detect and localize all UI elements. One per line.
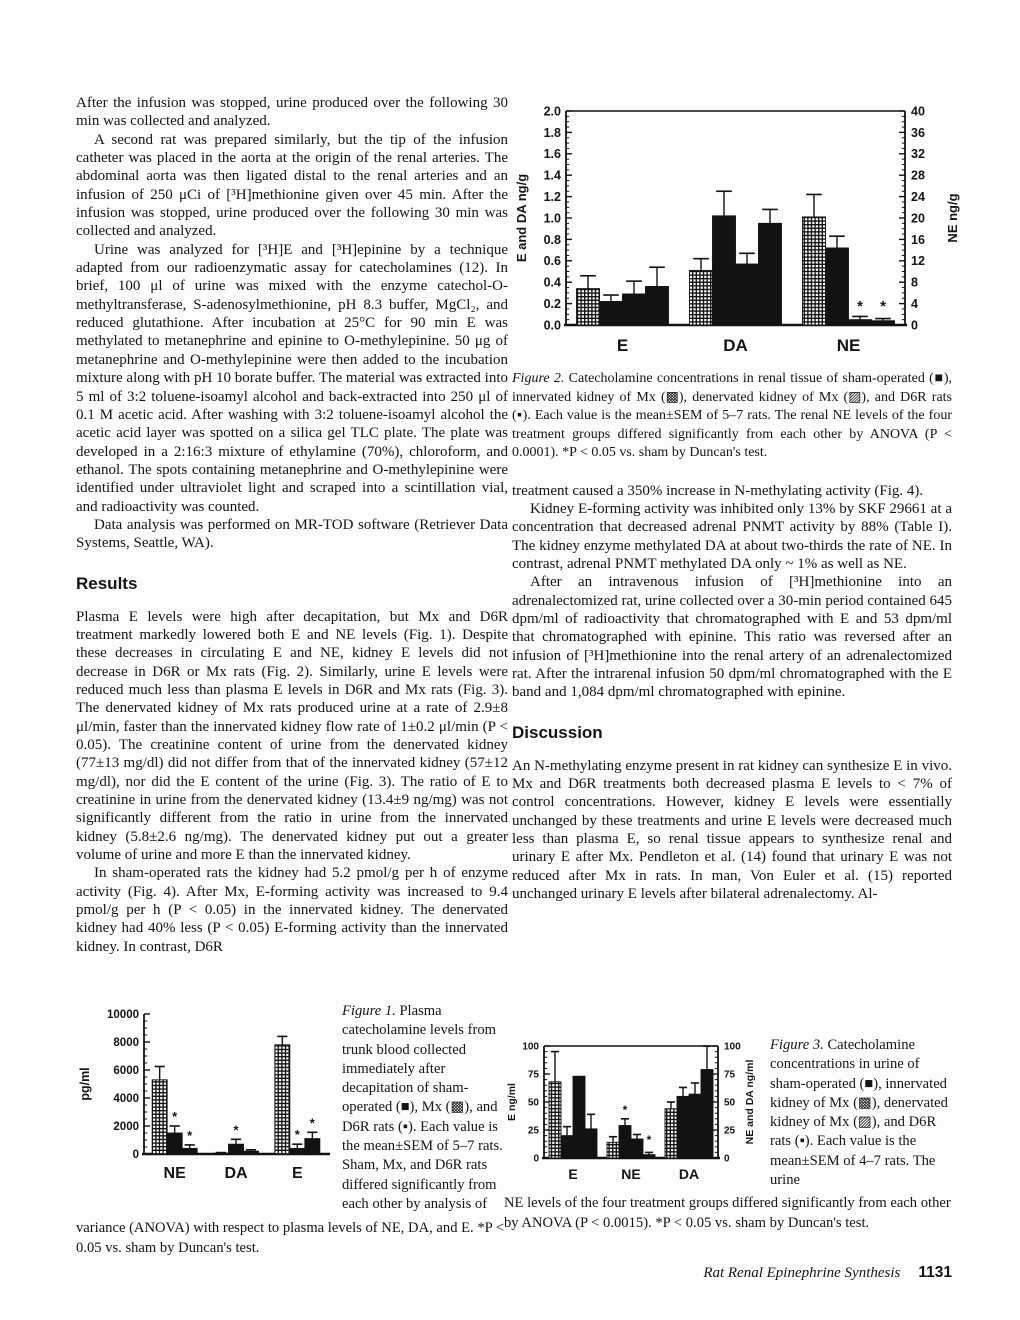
svg-text:DA: DA (224, 1165, 248, 1182)
results-heading: Results (76, 573, 138, 593)
svg-text:1.6: 1.6 (543, 147, 561, 162)
svg-text:25: 25 (724, 1125, 736, 1137)
paragraph: treatment caused a 350% increase in N-methylating activity (Fig. 4). (512, 482, 924, 499)
significance-asterisk: * (309, 1115, 315, 1131)
bar (646, 286, 669, 325)
figure1-bar-chart (76, 1002, 336, 1190)
figure3-caption-text: Catecholamine concentrations in urine of sham-operated (■), innervated kidney of Mx (▩), denervated kidney of Mx (▨), and D6R rats (▪). Each value is the mean±SEM of 4–7 rats. The urine (770, 1037, 948, 1189)
svg-text:10000: 10000 (107, 1009, 139, 1022)
bar (689, 1094, 701, 1158)
svg-text:28: 28 (911, 168, 925, 183)
svg-text:0.2: 0.2 (543, 296, 561, 311)
paragraph: Plasma E levels were high after decapitation, but Mx and D6R treatment markedly lowered both E and NE levels (Fig. 1). Despite these decreases in circulating E and NE, kidney E levels did not decrease in D6R or Mx rats (Fig. 2). Similarly, urine E levels were reduced much less than plasma E levels in D6R and Mx rats (Fig. 3). The denervated kidney of Mx rats produced urine at a rate of 2.9±8 μl/min, faster than the innervated kidney flow rate of 1±0.2 μl/min (P < 0.05). The creatinine content of urine from the denervated kidney (77±13 mg/dl) did not differ from that of the innervated kidney (57±12 mg/dl), nor did the E content of the urine (Fig. 3). The ratio of E to creatinine in urine from the denervated kidney (13.4±9 ng/mg) was not significantly different from the ratio in urine from the innervated kidney (5.8±2.6 ng/mg). The denervated kidney put out a greater volume of urine and more E than the innervated kidney. (76, 608, 508, 864)
svg-text:1.4: 1.4 (543, 168, 561, 183)
paragraph: In sham-operated rats the kidney had 5.2 pmol/g per h of enzyme activity (Fig. 4). After Mx, E-forming activity was increased to 9.4 pmol/g per h (P < 0.05) in the innervated kidney. The denervated kidney had 40% less (P < 0.05) E-forming activity than the innervated kidney. In contrast, D6R (76, 865, 508, 955)
svg-text:1.8: 1.8 (543, 125, 561, 140)
significance-asterisk: * (622, 1102, 628, 1117)
chart-content (514, 104, 960, 355)
svg-text:100: 100 (522, 1041, 539, 1053)
paragraph: Data analysis was performed on MR-TOD software (Retriever Data Systems, Seattle, WA). (76, 516, 508, 552)
figure3-caption-label: Figure 3. (770, 1037, 824, 1053)
significance-asterisk: * (646, 1133, 652, 1147)
bar (573, 1076, 585, 1158)
svg-text:4: 4 (911, 296, 918, 311)
figure3-bar-chart (504, 1036, 762, 1188)
bar (577, 289, 600, 325)
bar (561, 1136, 573, 1158)
svg-text:2.0: 2.0 (543, 104, 561, 119)
svg-text:0.0: 0.0 (543, 318, 561, 333)
svg-text:2000: 2000 (113, 1121, 139, 1134)
bar (275, 1045, 290, 1154)
svg-text:75: 75 (527, 1069, 539, 1081)
bar (167, 1133, 182, 1154)
bar (872, 321, 895, 325)
bar (643, 1155, 655, 1158)
bar (182, 1148, 197, 1154)
paragraph: After the infusion was stopped, urine produced over the following 30 min was collected and analyzed. (76, 95, 508, 130)
svg-text:E: E (568, 1166, 578, 1182)
significance-asterisk: * (294, 1127, 300, 1143)
svg-text:24: 24 (911, 189, 925, 204)
svg-text:0.6: 0.6 (543, 254, 561, 269)
bar (600, 301, 623, 325)
figure2-caption (512, 370, 952, 463)
bar (690, 270, 713, 325)
svg-text:0.4: 0.4 (543, 275, 561, 290)
svg-text:32: 32 (911, 147, 925, 162)
bar (305, 1139, 320, 1154)
svg-text:1.2: 1.2 (543, 189, 561, 204)
bar (244, 1151, 259, 1154)
svg-text:36: 36 (911, 125, 925, 140)
bar (665, 1109, 677, 1158)
page-footer (512, 1264, 952, 1282)
svg-text:75: 75 (724, 1069, 736, 1081)
svg-text:0: 0 (911, 318, 918, 333)
svg-text:pg/ml: pg/ml (78, 1067, 92, 1101)
bar (701, 1070, 713, 1158)
significance-asterisk: * (187, 1127, 193, 1143)
figure3-caption-continued: NE levels of the four treatment groups differed significantly from each other by ANOVA (P < 0.0015). *P < 0.05 vs. sham by Duncan's test. (504, 1195, 951, 1231)
figure1-caption (342, 1002, 518, 1214)
bar (229, 1144, 244, 1154)
bar (152, 1080, 167, 1154)
paragraph: A second rat was prepared similarly, but the tip of the infusion catheter was placed in the aorta at the origin of the renal arteries. The abdominal aorta was then ligated distal to the renal arteries and an infusion of 250 μCi of [³H]methionine given over 45 min. After the infusion was stopped, urine produced over the following 30 min was collected and analyzed. (76, 131, 508, 240)
svg-text:50: 50 (527, 1097, 539, 1109)
bar (585, 1129, 597, 1158)
paragraph: Kidney E-forming activity was inhibited only 13% by SKF 29661 at a concentration that decreased adrenal PNMT activity by 88% (Table I). The kidney enzyme methylated DA at about two-thirds the rate of NE. In contrast, adrenal PNMT methylated DA only ~ 1% as well as NE. (512, 500, 952, 572)
figure1-block (76, 1002, 518, 1258)
significance-asterisk: * (857, 298, 863, 315)
figure2-caption-text: Catecholamine concentrations in renal tissue of sham-operated (■), innervated kidney of Mx (▩), denervated kidney of Mx (▨), and D6R rats (▪). Each value is the mean±SEM of 5–7 rats. The renal NE levels of the four treatment groups differed significantly from each other by ANOVA (P < 0.0001). *P < 0.05 vs. sham by Duncan's test. (512, 371, 952, 460)
running-title: Rat Renal Epinephrine Synthesis (703, 1265, 901, 1281)
bar (290, 1148, 305, 1154)
figure3-row (504, 1036, 956, 1190)
svg-text:40: 40 (911, 104, 925, 119)
svg-text:100: 100 (724, 1041, 741, 1053)
svg-text:25: 25 (527, 1125, 539, 1137)
paragraph: Urine was analyzed for [³H]E and [³H]epinine by a technique adapted from our radioenzymatic assay for catecholamines (12). In brief, 100 μl of urine was mixed with the enzyme catechol-O-methyltransferase, S-adenosylmethionine, pH 8.3 buffer, MgCl₂, and reduced glutathione. After incubation at 25°C for 90 min E was methylated to metanephrine and epinine to O-methylepinine. 50 μg of metanephrine and O-methylepinine were then added to the incubation mixture along with pH 10 borate buffer. The material was extracted into 5 ml of 3:2 toluene-isoamyl alcohol and back-extracted into 250 μl of 0.1 M acetic acid. After washing with 3:2 toluene-isoamyl alcohol the acetic acid layer was spotted on a silica gel TLC plate. The plate was developed in a 2:16:3 mixture of ethylamine (70%), chloroform, and ethanol. The spots containing metanephrine and O-methylepinine were identified under ultraviolet light and scraped into a scintillation vial, and radioactivity was counted. (76, 241, 508, 515)
right-column (512, 98, 960, 903)
svg-text:20: 20 (911, 211, 925, 226)
bar (623, 294, 646, 325)
figure2-caption-label: Figure 2. (512, 371, 565, 386)
significance-asterisk: * (233, 1122, 239, 1138)
svg-text:E and DA ng/g: E and DA ng/g (514, 173, 529, 263)
bar (619, 1126, 631, 1158)
svg-text:8: 8 (911, 275, 918, 290)
svg-text:DA: DA (723, 336, 748, 355)
bar (736, 264, 759, 325)
svg-text:NE: NE (836, 336, 861, 355)
svg-text:4000: 4000 (113, 1093, 139, 1106)
bar (849, 320, 872, 325)
bar (826, 248, 849, 325)
bar (549, 1082, 561, 1158)
svg-text:0.8: 0.8 (543, 232, 561, 247)
figure1-row (76, 1002, 518, 1214)
svg-text:E: E (291, 1165, 303, 1182)
figure1-caption-text: Plasma catecholamine levels from trunk blood collected immediately after decapitation of sham-operated (■), Mx (▩), and D6R rats (▪). Each value is the mean±SEM of 5–7 rats. Sham, Mx, and D6R rats differed significantly from each other by analysis of (342, 1003, 503, 1212)
svg-text:E: E (616, 336, 629, 355)
svg-text:50: 50 (724, 1097, 736, 1109)
svg-text:E ng/ml: E ng/ml (506, 1083, 518, 1121)
figure3-caption (770, 1036, 956, 1190)
svg-text:NE ng/g: NE ng/g (945, 193, 960, 243)
svg-text:6000: 6000 (113, 1065, 139, 1078)
svg-text:0: 0 (724, 1153, 730, 1165)
significance-asterisk: * (172, 1109, 178, 1124)
svg-text:12: 12 (911, 254, 925, 269)
chart-content (78, 1009, 330, 1182)
bar (607, 1142, 619, 1158)
svg-text:DA: DA (678, 1166, 700, 1182)
figure1-caption-label: Figure 1. (342, 1003, 396, 1019)
discussion-heading: Discussion (512, 722, 603, 742)
svg-text:NE: NE (163, 1165, 186, 1182)
svg-text:0: 0 (132, 1149, 139, 1162)
bar (803, 217, 826, 325)
bar (713, 216, 736, 325)
svg-text:NE: NE (621, 1166, 641, 1182)
paragraph: After an intravenous infusion of [³H]methionine into an adrenalectomized rat, urine collected over a 30-min period contained 645 dpm/ml of radioactivity that chromatographed with E and 53 dpm/ml that chromatographed with epinine. This ratio was reversed after an infusion of [³H]methionine into the renal artery of an adrenalectomized rat. After the intrarenal infusion 50 dpm/ml chromatographed with the E band and 1,084 dpm/ml chromatographed with epinine. (512, 574, 952, 701)
figure2-bar-chart (512, 98, 967, 360)
svg-text:16: 16 (911, 232, 925, 247)
bar (677, 1096, 689, 1158)
svg-text:0: 0 (533, 1153, 539, 1165)
significance-asterisk: * (880, 298, 886, 315)
bar (631, 1139, 643, 1158)
page-number: 1131 (918, 1264, 952, 1281)
figure3-block (504, 1036, 956, 1233)
chart-content (506, 1042, 756, 1183)
left-column (76, 94, 508, 956)
svg-text:1.0: 1.0 (543, 211, 561, 226)
paragraph: An N-methylating enzyme present in rat kidney can synthesize E in vivo. Mx and D6R treatments both decreased plasma E levels to < 7% of control concentrations. However, kidney E levels were essentially unchanged by these treatments and urine E levels were decreased much less than plasma E, so renal tissue appears to synthesize renal and urinary E after Mx. Pendleton et al. (14) found that urinary E was not reduced after Mx in rats. In man, Von Euler et al. (15) reported unchanged urinary E levels after bilateral adrenalectomy. Al- (512, 757, 952, 903)
svg-text:NE and DA ng/ml: NE and DA ng/ml (744, 1059, 756, 1145)
svg-text:8000: 8000 (113, 1037, 139, 1050)
bar (759, 223, 782, 325)
figure1-caption-continued: variance (ANOVA) with respect to plasma levels of NE, DA, and E. *P < 0.05 vs. sham by Duncan's test. (76, 1220, 505, 1256)
